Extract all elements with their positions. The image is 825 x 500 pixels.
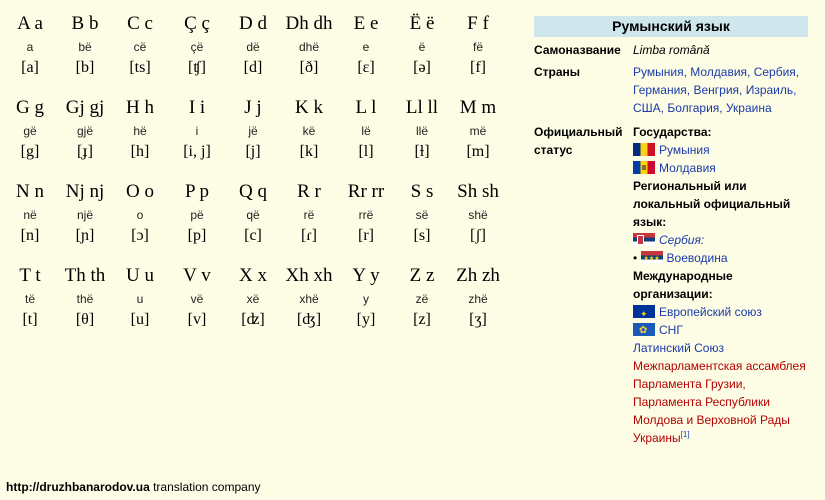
regional-vojvodina[interactable] (633, 249, 808, 267)
letter-glyph: Ë ë (409, 13, 435, 34)
letter-name: gë (23, 124, 37, 138)
letter-ipa: [b] (75, 59, 95, 76)
letter-cell (167, 96, 227, 162)
letter-glyph: L l (355, 97, 377, 118)
letter-ipa: [ɟ] (77, 143, 93, 160)
state-romania-link[interactable]: Румыния (659, 143, 710, 157)
letter-glyph: Xh xh (285, 265, 333, 286)
letter-cell (448, 264, 508, 330)
eu-flag-icon (633, 305, 655, 318)
letter-ipa: [ɫ] (414, 143, 430, 160)
letter-name: thë (76, 292, 94, 306)
letter-cell (55, 264, 115, 330)
letter-glyph: A a (17, 13, 43, 34)
footer-text: translation company (149, 480, 261, 494)
footer-url[interactable]: http://druzhbanarodov.ua (6, 480, 150, 494)
letter-name: më (469, 124, 487, 138)
intl-cis[interactable] (633, 321, 808, 339)
official-status-row (534, 123, 808, 447)
letter-ipa: [l] (358, 143, 374, 160)
intl-latin-union-link[interactable]: Латинский Союз (633, 341, 724, 355)
letter-name: o (136, 208, 144, 222)
regional-vojvodina-link[interactable]: Воеводина (666, 251, 728, 265)
letter-name: ë (418, 40, 426, 54)
states-heading: Государства: (633, 125, 712, 139)
letter-glyph: O o (126, 181, 154, 202)
letter-cell (0, 96, 60, 162)
letter-name: e (362, 40, 370, 54)
letter-name: cë (133, 40, 147, 54)
letter-name: zhë (468, 292, 488, 306)
letter-ipa: [v] (187, 311, 207, 328)
serbia-flag-icon (633, 233, 655, 246)
letter-cell (167, 12, 227, 78)
letter-ipa: [ɲ] (75, 227, 95, 244)
letter-name: lë (361, 124, 371, 138)
letter-ipa: [a] (21, 59, 39, 76)
letter-cell (167, 264, 227, 330)
letter-glyph: N n (16, 181, 44, 202)
bullet: • (633, 251, 638, 265)
regional-serbia[interactable] (633, 231, 808, 249)
letter-glyph: Dh dh (285, 13, 333, 34)
letter-name: i (195, 124, 199, 138)
letter-cell (392, 96, 452, 162)
letter-name: y (363, 292, 369, 306)
letter-ipa: [p] (187, 227, 207, 244)
letter-name: a (26, 40, 34, 54)
letter-cell (55, 12, 115, 78)
letter-glyph: Ll ll (405, 97, 439, 118)
letter-cell (279, 96, 339, 162)
letter-cell (448, 96, 508, 162)
letter-ipa: [y] (356, 311, 376, 328)
letter-name: gjë (76, 124, 93, 138)
letter-glyph: V v (183, 265, 211, 286)
letter-ipa: [m] (466, 143, 490, 160)
letter-glyph: B b (71, 13, 99, 34)
letter-cell (110, 180, 170, 246)
letter-ipa: [t] (22, 311, 38, 328)
letter-name: rrë (358, 208, 374, 222)
letter-glyph: S s (410, 181, 434, 202)
letter-ipa: [ʒ] (469, 311, 487, 328)
letter-ipa: [j] (245, 143, 261, 160)
letter-ipa: [ts] (129, 59, 151, 76)
letter-cell (0, 264, 60, 330)
letter-cell (167, 180, 227, 246)
letter-cell (223, 264, 283, 330)
letter-glyph: X x (239, 265, 267, 286)
letter-ipa: [c] (244, 227, 262, 244)
letter-name: xë (246, 292, 260, 306)
letter-glyph: U u (126, 265, 154, 286)
countries-row (534, 63, 808, 117)
letter-name: dë (246, 40, 260, 54)
letter-ipa: [ʣ] (241, 311, 265, 328)
letter-cell (336, 264, 396, 330)
letter-ipa: [r] (358, 227, 374, 244)
letter-glyph: F f (467, 13, 489, 34)
letter-name: shë (468, 208, 488, 222)
letter-name: bë (78, 40, 92, 54)
letter-cell (336, 96, 396, 162)
reference-link[interactable]: [1] (680, 430, 690, 439)
intl-heading: Международные организации: (633, 269, 733, 301)
letter-glyph: E e (353, 13, 379, 34)
letter-name: u (136, 292, 144, 306)
letter-ipa: [ʧ] (187, 59, 206, 76)
footer (6, 479, 261, 495)
romania-flag-icon (633, 143, 655, 156)
self-name-label: Самоназвание (534, 43, 621, 57)
letter-name: xhë (299, 292, 319, 306)
letter-glyph: C c (127, 13, 153, 34)
letter-name: jë (248, 124, 258, 138)
countries-links[interactable]: Румыния, Молдавия, Сербия, Германия, Венгрия, Израиль, США, Болгария, Украина (633, 65, 800, 115)
letter-ipa: [z] (413, 311, 431, 328)
letter-ipa: [h] (130, 143, 150, 160)
letter-ipa: [k] (299, 143, 319, 160)
letter-ipa: [ə] (413, 59, 431, 76)
letter-ipa: [d] (243, 59, 263, 76)
letter-name: hë (133, 124, 147, 138)
letter-ipa: [θ] (75, 311, 95, 328)
letter-cell (279, 180, 339, 246)
letter-cell (223, 180, 283, 246)
infobox (534, 16, 808, 447)
alphabet-row (0, 180, 510, 264)
state-romania[interactable] (633, 141, 808, 159)
countries-label: Страны (534, 65, 581, 79)
letter-name: të (24, 292, 35, 306)
letter-glyph: K k (295, 97, 323, 118)
letter-glyph: Rr rr (347, 181, 385, 202)
letter-glyph: J j (244, 97, 262, 118)
intl-eu[interactable] (633, 303, 808, 321)
cis-flag-icon (633, 323, 655, 336)
letter-glyph: Y y (352, 265, 380, 286)
letter-glyph: Q q (239, 181, 267, 202)
letter-name: kë (302, 124, 316, 138)
regional-heading: Региональный или локальный официальный язык: (633, 179, 791, 229)
regional-serbia-link[interactable]: Сербия: (659, 233, 705, 247)
letter-ipa: [ʃ] (470, 227, 486, 244)
letter-ipa: [g] (20, 143, 40, 160)
letter-cell (0, 12, 60, 78)
letter-glyph: Nj nj (65, 181, 105, 202)
official-status-label: Официальный статус (534, 125, 623, 157)
letter-glyph: Gj gj (65, 97, 105, 118)
letter-name: çë (190, 40, 204, 54)
letter-glyph: Ç ç (184, 13, 210, 34)
letter-ipa: [ʤ] (296, 311, 322, 328)
letter-glyph: G g (16, 97, 44, 118)
alphabet-row (0, 264, 510, 348)
letter-name: fë (472, 40, 483, 54)
moldova-flag-icon (633, 161, 655, 174)
state-moldova[interactable] (633, 159, 808, 177)
letter-ipa: [f] (470, 59, 486, 76)
letter-name: vë (190, 292, 204, 306)
letter-cell (223, 96, 283, 162)
letter-ipa: [ɛ] (357, 59, 375, 76)
letter-cell (0, 180, 60, 246)
letter-glyph: P p (184, 181, 210, 202)
intl-interparliamentary-link[interactable]: Межпарламентская ассамблея Парламента Грузии, Парламента Республики Молдова и Верховной Рады Украины (633, 359, 806, 445)
state-moldova-link[interactable]: Молдавия (659, 161, 716, 175)
letter-glyph: T t (19, 265, 41, 286)
letter-name: rë (303, 208, 315, 222)
alphabet-row (0, 12, 510, 96)
letter-cell (448, 12, 508, 78)
letter-ipa: [ɔ] (131, 227, 149, 244)
infobox-title: Румынский язык (534, 16, 808, 37)
letter-cell (279, 264, 339, 330)
letter-name: zë (415, 292, 429, 306)
alphabet-table (0, 12, 510, 348)
letter-name: që (246, 208, 260, 222)
self-name-row (534, 41, 808, 59)
letter-name: pë (190, 208, 204, 222)
letter-cell (392, 264, 452, 330)
letter-cell (110, 96, 170, 162)
letter-name: dhë (298, 40, 320, 54)
letter-glyph: Sh sh (457, 181, 499, 202)
letter-cell (336, 12, 396, 78)
letter-cell (55, 96, 115, 162)
letter-cell (223, 12, 283, 78)
letter-glyph: Th th (64, 265, 106, 286)
letter-name: një (76, 208, 93, 222)
letter-ipa: [ɾ] (301, 227, 317, 244)
vojvodina-flag-icon (641, 251, 663, 264)
letter-ipa: [ð] (299, 59, 319, 76)
letter-name: në (23, 208, 37, 222)
letter-cell (448, 180, 508, 246)
alphabet-row (0, 96, 510, 180)
letter-ipa: [u] (130, 311, 150, 328)
letter-glyph: Zh zh (456, 265, 500, 286)
letter-cell (279, 12, 339, 78)
letter-name: së (415, 208, 429, 222)
letter-glyph: I i (188, 97, 206, 118)
letter-cell (336, 180, 396, 246)
intl-cis-link[interactable]: СНГ (659, 323, 683, 337)
self-name-value: Limba română (633, 43, 710, 57)
letter-ipa: [n] (20, 227, 40, 244)
letter-ipa: [i, j] (183, 143, 211, 160)
intl-eu-link[interactable]: Европейский союз (659, 305, 762, 319)
letter-cell (392, 12, 452, 78)
letter-cell (110, 264, 170, 330)
letter-glyph: D d (239, 13, 267, 34)
letter-name: llë (415, 124, 428, 138)
letter-cell (392, 180, 452, 246)
letter-cell (55, 180, 115, 246)
letter-glyph: H h (126, 97, 154, 118)
letter-ipa: [s] (413, 227, 431, 244)
letter-glyph: Z z (409, 265, 435, 286)
letter-glyph: R r (297, 181, 321, 202)
letter-cell (110, 12, 170, 78)
letter-glyph: M m (459, 97, 497, 118)
